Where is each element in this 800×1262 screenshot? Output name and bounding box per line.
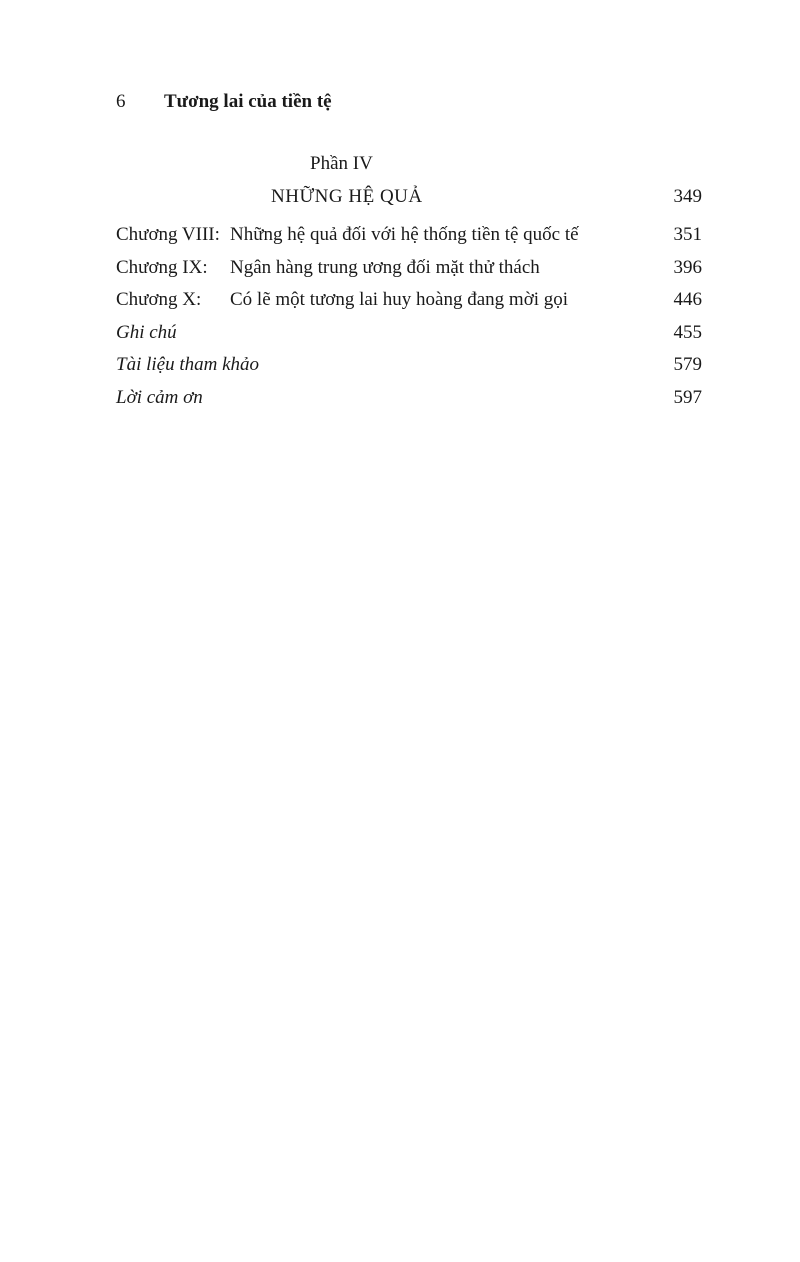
chapter-label: Chương VIII: (116, 224, 220, 245)
back-matter-page-number: 597 (673, 386, 702, 408)
part-page-number: 349 (673, 186, 702, 207)
chapter-label: Chương X: (116, 289, 202, 311)
toc-acknowledgements[interactable] (116, 385, 702, 418)
part-label: Phần IV (310, 153, 373, 174)
toc-chapter-9[interactable] (116, 255, 702, 288)
toc-chapter-10[interactable] (116, 287, 702, 320)
part-title: NHỮNG HỆ QUẢ (271, 186, 423, 207)
back-matter-page-number: 579 (673, 354, 702, 376)
chapter-title: Ngân hàng trung ương đối mặt thử thách (230, 256, 540, 278)
toc-references[interactable] (116, 352, 702, 385)
chapter-label: Chương IX: (116, 256, 208, 278)
toc-chapter-8[interactable] (116, 222, 702, 255)
back-matter-page-number: 455 (673, 321, 702, 343)
back-matter-label: Lời cảm ơn (116, 386, 203, 408)
part-heading-row (116, 185, 702, 209)
chapter-title: Những hệ quả đối với hệ thống tiền tệ quốc tế (230, 224, 579, 245)
running-head (116, 90, 332, 114)
back-matter-label: Tài liệu tham khảo (116, 354, 260, 376)
chapter-page-number: 396 (673, 256, 702, 278)
toc-notes[interactable] (116, 320, 702, 353)
chapter-page-number: 446 (673, 289, 702, 311)
chapter-page-number: 351 (673, 224, 702, 245)
page-number: 6 (116, 91, 126, 112)
table-of-contents (116, 222, 702, 418)
chapter-title: Có lẽ một tương lai huy hoàng đang mời gọi (230, 289, 569, 311)
back-matter-label: Ghi chú (116, 321, 177, 343)
book-title: Tương lai của tiền tệ (164, 91, 332, 112)
